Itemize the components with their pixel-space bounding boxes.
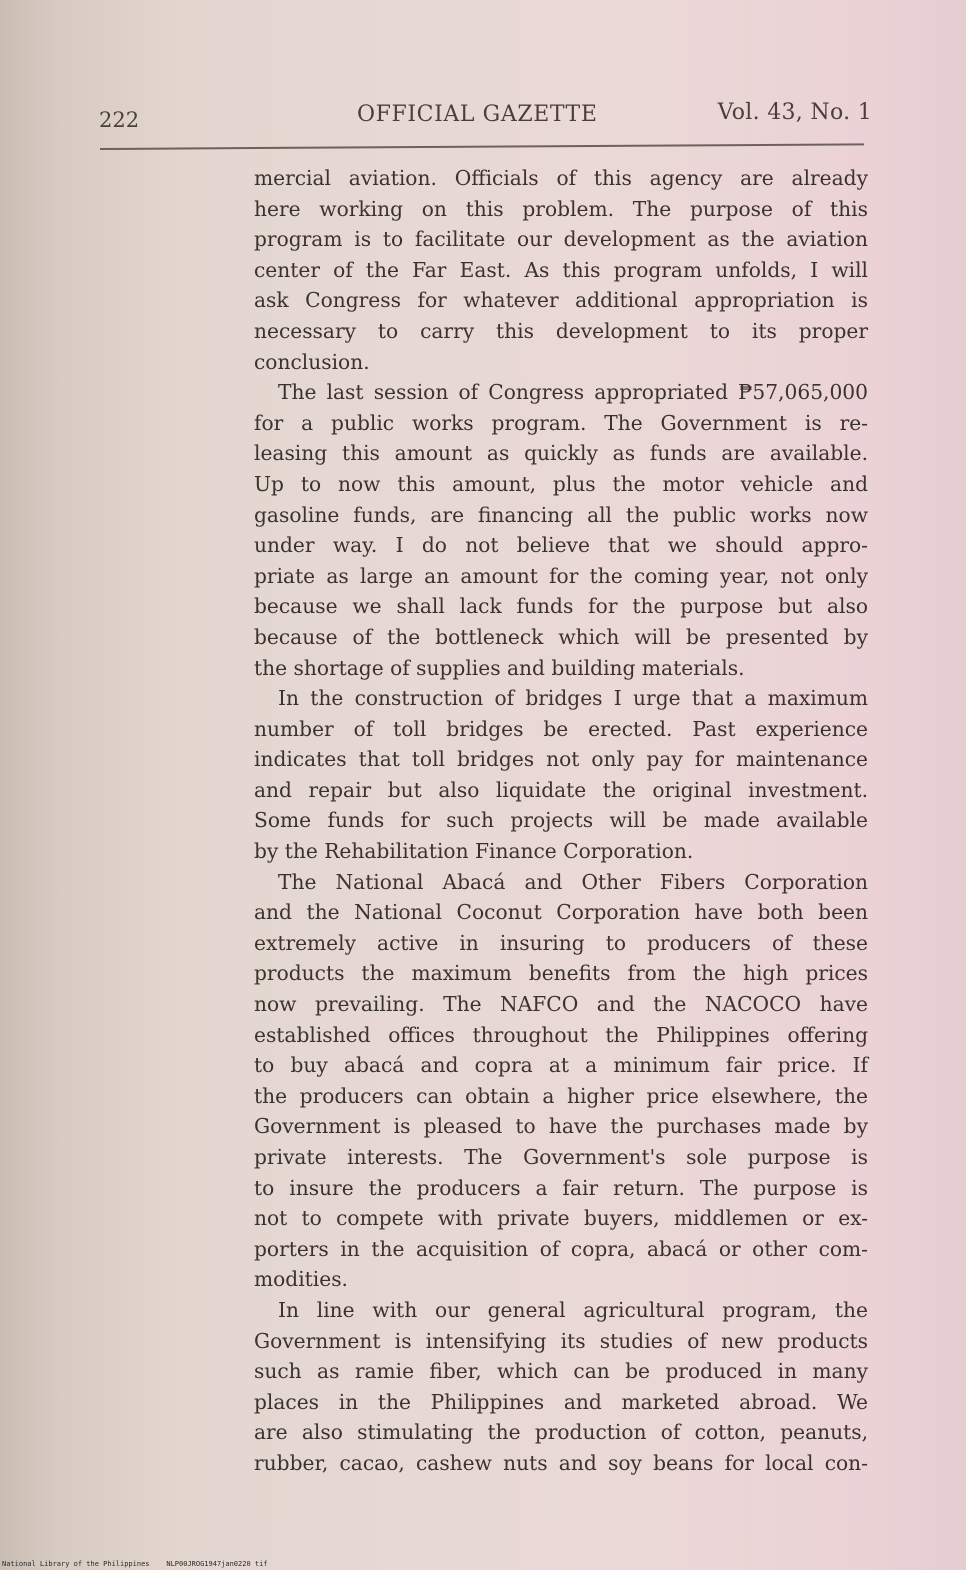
text-line: priate as large an amount for the coming year, not only	[254, 563, 868, 588]
text-line: are also stimulating the production of cotton, peanuts,	[254, 1420, 868, 1445]
text-line: leasing this amount as quickly as funds are available.	[254, 441, 868, 466]
text-line: Government is pleased to have the purchases made by	[254, 1114, 868, 1139]
page-number: 222	[99, 108, 140, 132]
text-line: and the National Coconut Corporation have both been	[254, 900, 868, 925]
text-line: such as ramie fiber, which can be produced in many	[254, 1359, 868, 1384]
scan-footer	[2, 1560, 268, 1568]
text-line: Government is intensifying its studies of new products	[254, 1328, 868, 1353]
text-line: for a public works program. The Government is re-	[254, 410, 868, 435]
text-line: gasoline funds, are financing all the public works now	[254, 502, 868, 527]
text-line: indicates that toll bridges not only pay for maintenance	[254, 747, 868, 772]
header-rule	[100, 143, 864, 150]
text-line: products the maximum benefits from the high prices	[254, 961, 868, 986]
text-line: necessary to carry this development to its proper	[254, 318, 868, 343]
text-line: Some funds for such projects will be made available	[254, 808, 868, 833]
volume-number: Vol. 43, No. 1	[717, 100, 872, 125]
text-line: now prevailing. The NAFCO and the NACOCO have	[254, 992, 868, 1017]
text-line: under way. I do not believe that we should appro-	[254, 533, 868, 558]
page-header	[99, 96, 872, 136]
text-line: by the Rehabilitation Finance Corporation.	[254, 839, 694, 864]
text-line: because we shall lack funds for the purpose but also	[254, 594, 868, 619]
text-line: because of the bottleneck which will be presented by	[254, 624, 868, 649]
text-line: not to compete with private buyers, middlemen or ex-	[254, 1206, 868, 1231]
body-text	[254, 163, 868, 1479]
text-line: to insure the producers a fair return. The purpose is	[254, 1175, 868, 1200]
text-line: the producers can obtain a higher price elsewhere, the	[254, 1083, 868, 1108]
text-line: mercial aviation. Officials of this agency are already	[254, 166, 868, 190]
text-line: established offices throughout the Philippines offering	[254, 1022, 868, 1047]
text-line: In line with our general agricultural program, the	[278, 1297, 868, 1322]
text-line: porters in the acquisition of copra, abacá or other com-	[254, 1236, 868, 1261]
text-line: center of the Far East. As this program unfolds, I will	[254, 257, 868, 282]
text-line: extremely active in insuring to producers of these	[254, 930, 868, 955]
footer-file: NLP00JROG1947jan0220 tif	[166, 1560, 268, 1568]
text-line: Up to now this amount, plus the motor vehicle and	[254, 471, 868, 496]
text-line: modities.	[254, 1267, 348, 1292]
text-line: The National Abacá and Other Fibers Corporation	[278, 869, 868, 894]
text-line: here working on this problem. The purpose of this	[254, 196, 868, 221]
text-line: rubber, cacao, cashew nuts and soy beans for local con-	[254, 1450, 868, 1475]
text-line: The last session of Congress appropriated ₱57,065,000	[278, 380, 868, 405]
text-line: ask Congress for whatever additional appropriation is	[254, 288, 868, 313]
text-line: In the construction of bridges I urge that a maximum	[278, 686, 868, 711]
text-line: to buy abacá and copra at a minimum fair price. If	[254, 1053, 868, 1078]
text-line: number of toll bridges be erected. Past experience	[254, 716, 868, 741]
text-line: and repair but also liquidate the original investment.	[254, 777, 868, 802]
publication-title: OFFICIAL GAZETTE	[357, 102, 598, 127]
text-line: private interests. The Government's sole purpose is	[254, 1145, 868, 1169]
text-line: places in the Philippines and marketed abroad. We	[254, 1389, 868, 1414]
text-line: program is to facilitate our development as the aviation	[254, 227, 868, 252]
text-line: conclusion.	[254, 349, 370, 374]
footer-library: National Library of the Philippines	[2, 1560, 150, 1568]
text-line: the shortage of supplies and building materials.	[254, 655, 745, 680]
